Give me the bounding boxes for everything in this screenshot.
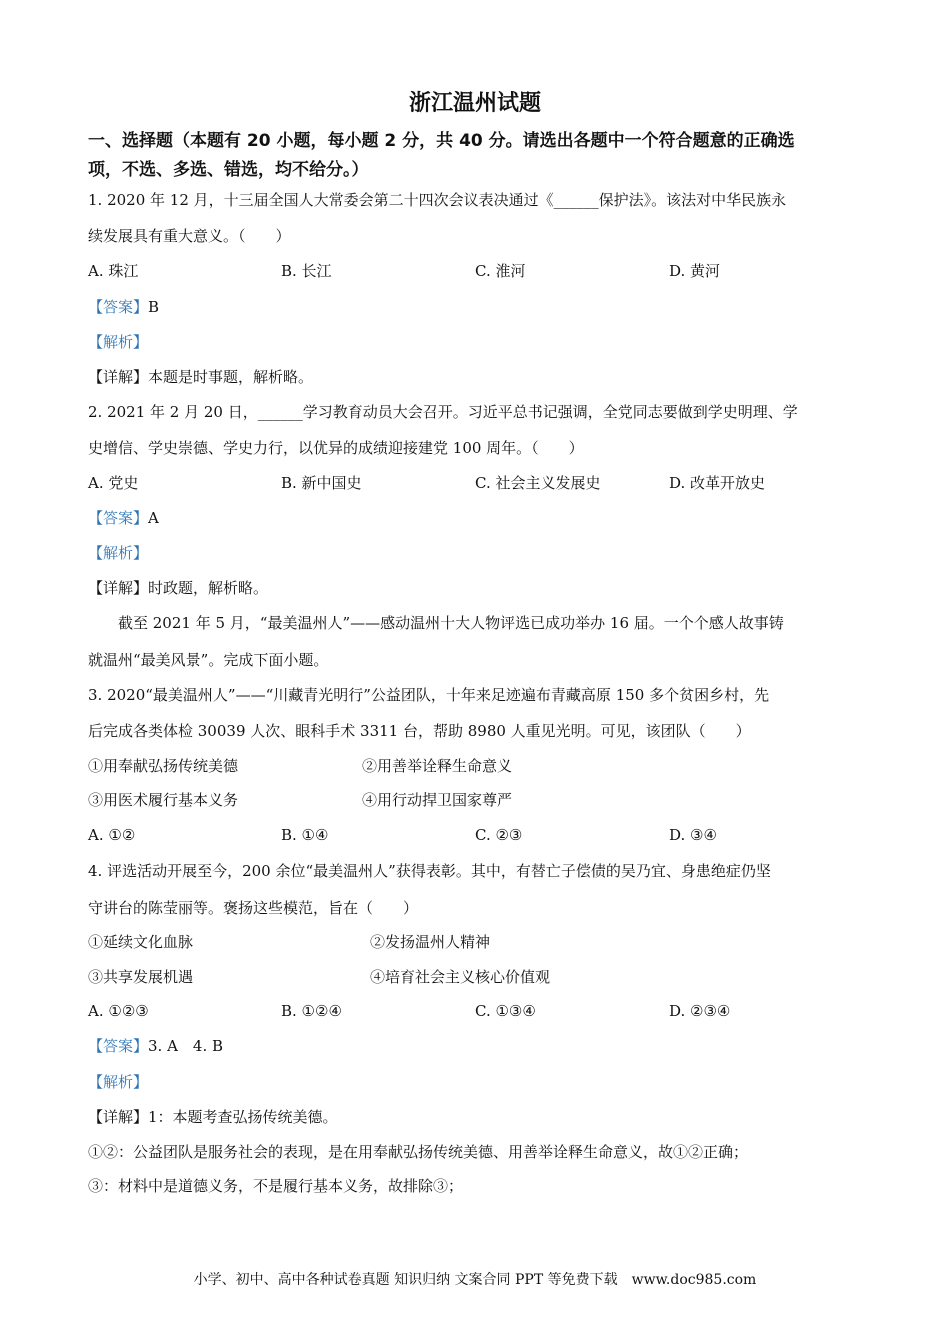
q2-detail-text: 时政题，解析略。 xyxy=(148,579,269,597)
q4-text-line-1: 4. 评选活动开展至今，200 余位“最美温州人”获得表彰。其中，有替亡子偿债的吴乃宜、身患绝症仍坚 xyxy=(88,862,771,880)
q2-text-line-1: 2. 2021 年 2 月 20 日，______学习教育动员大会召开。习近平总书记强调，全党同志要做到学史明理、学 xyxy=(88,403,798,421)
q4-statement-1: ①延续文化血脉 xyxy=(88,933,194,951)
q1-answer-value: B xyxy=(148,298,160,316)
answer-label: 【答案】 xyxy=(88,509,149,527)
q2-answer xyxy=(88,508,159,528)
q1-analysis-label: 【解析】 xyxy=(88,333,149,351)
q2-option-c: C. 社会主义发展史 xyxy=(475,474,601,492)
group-detail-line-1 xyxy=(88,1107,338,1127)
group-answer xyxy=(88,1036,223,1056)
q4-statement-3: ③共享发展机遇 xyxy=(88,968,194,986)
q4-statement-4: ④培育社会主义核心价值观 xyxy=(370,968,551,986)
q3-option-b: B. ①④ xyxy=(281,826,329,844)
material-line-1: 截至 2021 年 5 月，“最美温州人”——感动温州十大人物评选已成功举办 16 届。一个个感人故事铸 xyxy=(118,614,784,632)
q1-text-line-2: 续发展具有重大意义。（ ） xyxy=(88,227,291,245)
q2-option-b: B. 新中国史 xyxy=(281,474,362,492)
q2-option-a: A. 党史 xyxy=(88,474,139,492)
q4-option-b: B. ①②④ xyxy=(281,1002,342,1020)
group-answer-value: 3. A 4. B xyxy=(148,1037,224,1055)
q1-option-c: C. 淮河 xyxy=(475,262,526,280)
page-title: 浙江温州试题 xyxy=(408,91,541,116)
q1-option-b: B. 长江 xyxy=(281,262,332,280)
detail-label: 【详解】 xyxy=(88,579,149,597)
q1-detail-text: 本题是时事题，解析略。 xyxy=(148,368,314,386)
q1-text-line-1: 1. 2020 年 12 月，十三届全国人大常委会第二十四次会议表决通过《______保护法》。该法对中华民族永 xyxy=(88,191,787,209)
q2-analysis-label: 【解析】 xyxy=(88,544,149,562)
q1-answer xyxy=(88,297,159,317)
group-detail-line-3: ③：材料中是道德义务，不是履行基本义务，故排除③； xyxy=(88,1177,464,1195)
q3-option-a: A. ①② xyxy=(88,826,136,844)
q1-option-d: D. 黄河 xyxy=(669,262,721,280)
q3-statement-1: ①用奉献弘扬传统美德 xyxy=(88,757,239,775)
q3-option-c: C. ②③ xyxy=(475,826,523,844)
q1-detail xyxy=(88,367,313,387)
q4-statement-2: ②发扬温州人精神 xyxy=(370,933,491,951)
q4-option-c: C. ①③④ xyxy=(475,1002,536,1020)
page-footer: 小学、初中、高中各种试卷真题 知识归纳 文案合同 PPT 等免费下载 www.doc985.com xyxy=(193,1272,757,1288)
section-heading-line-1: 一、选择题（本题有 20 小题，每小题 2 分，共 40 分。请选出各题中一个符合题意的正确选 xyxy=(88,131,795,151)
detail-label: 【详解】 xyxy=(88,1108,149,1126)
q2-text-line-2: 史增信、学史崇德、学史力行，以优异的成绩迎接建党 100 周年。（ ） xyxy=(88,439,584,457)
group-analysis-label: 【解析】 xyxy=(88,1073,149,1091)
answer-label: 【答案】 xyxy=(88,298,149,316)
answer-label: 【答案】 xyxy=(88,1037,149,1055)
q3-statement-2: ②用善举诠释生命意义 xyxy=(362,757,513,775)
q4-option-a: A. ①②③ xyxy=(88,1002,149,1020)
material-line-2: 就温州“最美风景”。完成下面小题。 xyxy=(88,651,329,669)
q3-statement-3: ③用医术履行基本义务 xyxy=(88,791,239,809)
q2-answer-value: A xyxy=(148,509,159,527)
q1-option-a: A. 珠江 xyxy=(88,262,139,280)
q3-option-d: D. ③④ xyxy=(669,826,717,844)
q3-text-line-1: 3. 2020“最美温州人”——“川藏青光明行”公益团队，十年来足迹遍布青藏高原 150 多个贫困乡村，先 xyxy=(88,686,770,704)
q3-statement-4: ④用行动捍卫国家尊严 xyxy=(362,791,513,809)
q4-text-line-2: 守讲台的陈莹丽等。褒扬这些模范，旨在（ ） xyxy=(88,899,419,917)
q4-option-d: D. ②③④ xyxy=(669,1002,731,1020)
section-heading-line-2: 项，不选、多选、错选，均不给分。） xyxy=(88,160,369,180)
detail-label: 【详解】 xyxy=(88,368,149,386)
group-detail-text-1: 1：本题考查弘扬传统美德。 xyxy=(148,1108,338,1126)
group-detail-line-2: ①②：公益团队是服务社会的表现，是在用奉献弘扬传统美德、用善举诠释生命意义，故①②正确； xyxy=(88,1143,749,1161)
q2-detail xyxy=(88,578,268,598)
q2-option-d: D. 改革开放史 xyxy=(669,474,766,492)
q3-text-line-2: 后完成各类体检 30039 人次、眼科手术 3311 台，帮助 8980 人重见光明。可见，该团队（ ） xyxy=(88,722,751,740)
